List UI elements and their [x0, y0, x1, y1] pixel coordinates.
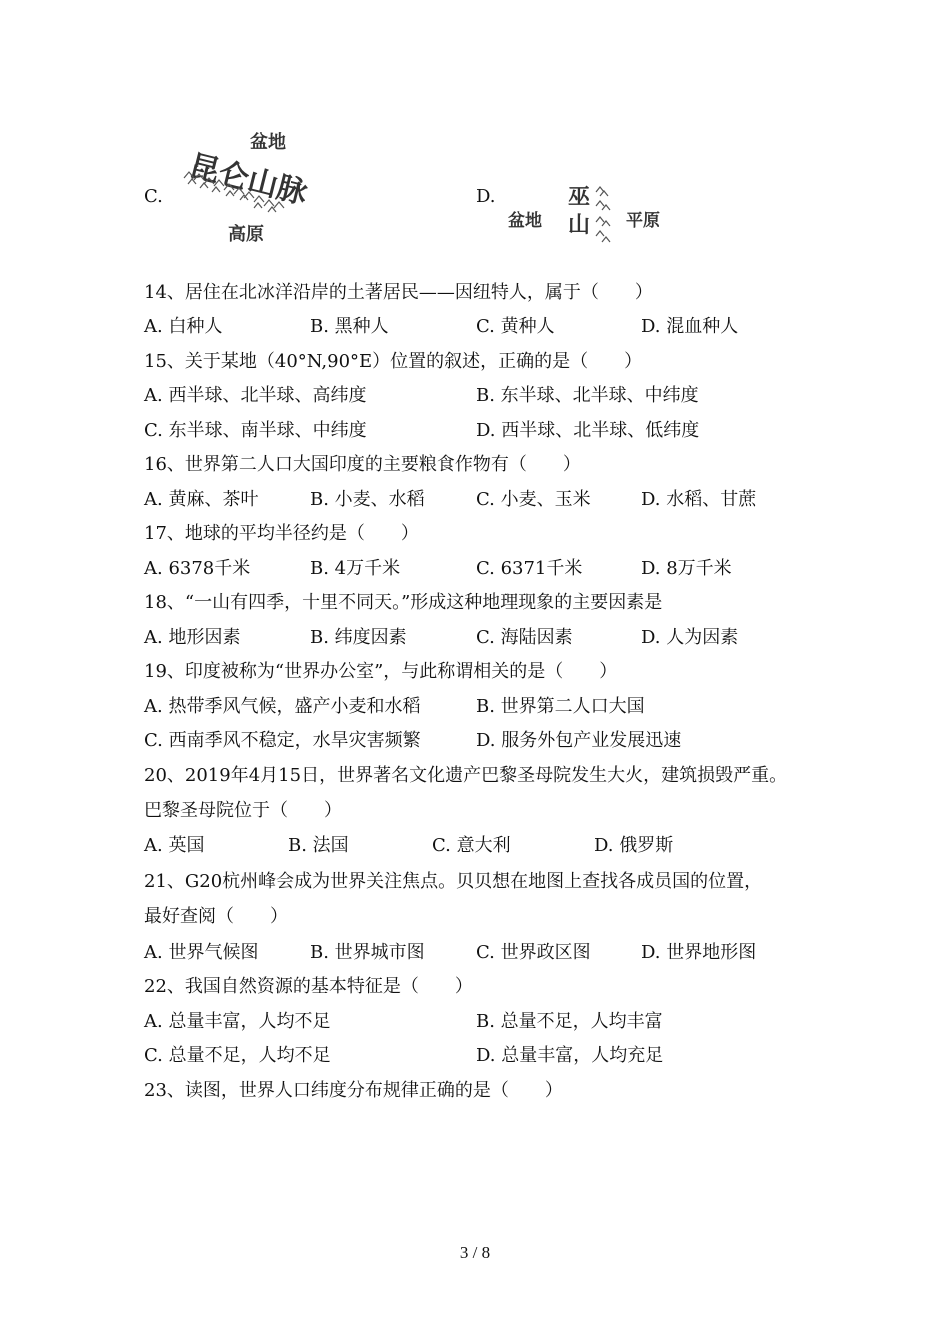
question-stem: 17、地球的平均半径约是（ ）: [144, 523, 419, 544]
option-b: B. 小麦、水稻: [310, 489, 425, 510]
page-number: 3 / 8: [459, 1243, 491, 1262]
option-b: B. 4万千米: [310, 558, 401, 579]
option-d: D. 西半球、北半球、低纬度: [476, 420, 700, 441]
question-stem: 18、“一山有四季，十里不同天。”形成这种地理现象的主要因素是: [144, 592, 663, 613]
question-stem: 20、2019年4月15日，世界著名文化遗产巴黎圣母院发生大火，建筑损毁严重。: [144, 765, 788, 786]
fig-d-mountain-top-label: 巫: [568, 185, 591, 210]
option-a: A. 西半球、北半球、高纬度: [144, 385, 367, 406]
option-d: D. 水稻、甘蔗: [641, 489, 757, 510]
question-stem: 15、关于某地（40°N,90°E）位置的叙述，正确的是（ ）: [144, 351, 643, 372]
fig-c-mountain-label: 昆仑山脉: [185, 148, 311, 212]
option-a: A. 热带季风气候，盛产小麦和水稻: [144, 696, 421, 717]
q13-option-c-label: C.: [144, 186, 163, 207]
option-c: C. 世界政区图: [476, 942, 591, 963]
fig-c-plateau-label: 高原: [228, 224, 264, 245]
option-a: A. 6378千米: [144, 558, 251, 579]
fig-d-plain-label: 平原: [626, 211, 660, 231]
option-d: D. 8万千米: [641, 558, 732, 579]
mountain-peaks-icon: [596, 187, 610, 242]
option-b: B. 总量不足，人均丰富: [476, 1011, 663, 1032]
option-c: C. 总量不足，人均不足: [144, 1045, 331, 1066]
option-c: C. 西南季风不稳定，水旱灾害频繁: [144, 730, 421, 751]
option-b: B. 世界第二人口大国: [476, 696, 645, 717]
question-stem: 23、读图，世界人口纬度分布规律正确的是（ ）: [144, 1080, 563, 1101]
question-stem: 19、印度被称为“世界办公室”，与此称谓相关的是（ ）: [144, 661, 618, 682]
option-b: B. 世界城市图: [310, 942, 425, 963]
option-b: B. 法国: [288, 835, 349, 856]
option-a: A. 英国: [144, 835, 205, 856]
fig-d-mountain-bottom-label: 山: [568, 213, 591, 238]
option-a: A. 黄麻、茶叶: [144, 489, 259, 510]
option-b: B. 东半球、北半球、中纬度: [476, 385, 699, 406]
fig-c-basin-label: 盆地: [250, 132, 286, 153]
option-c: C. 东半球、南半球、中纬度: [144, 420, 367, 441]
wushan-mountain-figure: [504, 176, 674, 256]
option-d: D. 人为因素: [641, 627, 739, 648]
option-c: C. 黄种人: [476, 316, 555, 337]
question-stem: 16、世界第二人口大国印度的主要粮食作物有（ ）: [144, 454, 581, 475]
option-d: D. 混血种人: [641, 316, 739, 337]
kunlun-mountain-figure: [178, 128, 318, 250]
question-stem: 22、我国自然资源的基本特征是（ ）: [144, 976, 473, 997]
option-a: A. 世界气候图: [144, 942, 259, 963]
question-stem: 14、居住在北冰洋沿岸的土著居民——因纽特人，属于（ ）: [144, 282, 653, 303]
option-d: D. 俄罗斯: [594, 835, 674, 856]
option-b: B. 黑种人: [310, 316, 389, 337]
option-d: D. 总量丰富，人均充足: [476, 1045, 664, 1066]
fig-d-basin-label: 盆地: [508, 211, 542, 231]
question-stem-continued: 巴黎圣母院位于（ ）: [144, 800, 342, 821]
option-a: A. 地形因素: [144, 627, 241, 648]
option-a: A. 总量丰富，人均不足: [144, 1011, 331, 1032]
question-stem-continued: 最好查阅（ ）: [144, 906, 288, 927]
q13-option-d-label: D.: [476, 186, 496, 207]
option-c: C. 海陆因素: [476, 627, 573, 648]
question-stem: 21、G20杭州峰会成为世界关注焦点。贝贝想在地图上查找各成员国的位置，: [144, 871, 763, 892]
option-c: C. 小麦、玉米: [476, 489, 591, 510]
option-a: A. 白种人: [144, 316, 223, 337]
option-d: D. 世界地形图: [641, 942, 757, 963]
option-c: C. 6371千米: [476, 558, 583, 579]
option-b: B. 纬度因素: [310, 627, 407, 648]
option-d: D. 服务外包产业发展迅速: [476, 730, 682, 751]
option-c: C. 意大利: [432, 835, 511, 856]
